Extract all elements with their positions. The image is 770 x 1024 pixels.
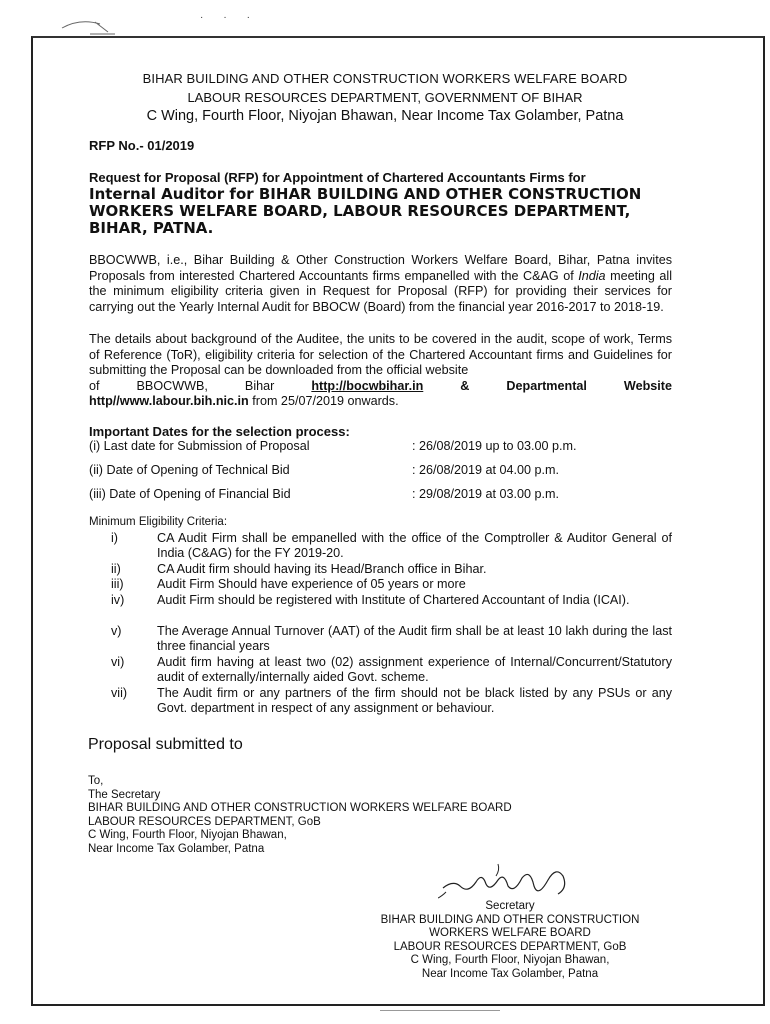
scan-artifact-icon [60,10,160,38]
website-line: of BBOCWWB, Bihar http://bocwbihar.in & Departmental Website [89,379,672,393]
labour-website-link[interactable]: http//www.labour.bih.nic.in [89,394,249,408]
details-paragraph: The details about background of the Auditee, the units to be covered in the audit, scope of work, Terms of Reference (ToR), eligibility criteria for selection of the Chartered Accountant firms and Guidelines for submitting the Proposal can be downloaded from the official website [89,332,672,377]
website-line-2: http//www.labour.bih.nic.in from 25/07/2019 onwards. [89,394,399,408]
department-heading: LABOUR RESOURCES DEPARTMENT, GOVERNMENT OF BIHAR [187,90,583,105]
address-heading: C Wing, Fourth Floor, Niyojan Bhawan, Near Income Tax Golamber, Patna [146,108,624,124]
bocw-website-link[interactable]: http://bocwbihar.in [311,379,424,393]
org-name-heading: BIHAR BUILDING AND OTHER CONSTRUCTION WORKERS WELFARE BOARD [142,71,628,86]
rfp-number: RFP No.- 01/2019 [89,138,195,153]
important-dates-heading: Important Dates for the selection process: [89,424,350,439]
signatory-block: Secretary BIHAR BUILDING AND OTHER CONSTRUCTION WORKERS WELFARE BOARD LABOUR RESOURCES DEPARTMENT, GoB C Wing, Fourth Floor, Niyojan Bhawan, Near Income Tax Golamber, Patna [380,900,640,980]
eligibility-heading: Minimum Eligibility Criteria: [89,516,228,528]
rfp-title-line1: Request for Proposal (RFP) for Appointment of Chartered Accountants Firms for [89,170,586,185]
intro-paragraph: BBOCWWB, i.e., Bihar Building & Other Construction Workers Welfare Board, Bihar, Patna invites Proposals from interested Chartered Accountants firms empanelled with the C&AG of India meeting all the minimum eligibility criteria given in Request for Proposal (RFP) for providing their services for carrying out the Yearly Internal Audit for BBOCW (Board) from the financial year 2016-2017 to 2018-19. [89,253,672,314]
proposal-heading: Proposal submitted to [88,736,243,753]
signature-icon [438,858,588,903]
rfp-title-line2: Internal Auditor for BIHAR BUILDING AND OTHER CONSTRUCTION WORKERS WELFARE BOARD, LABOUR RESOURCES DEPARTMENT, BIHAR, PATNA. [89,185,642,237]
scan-bottom-mark [380,1010,500,1019]
scan-dots: ··· [200,12,270,23]
addressee-block: To, The Secretary BIHAR BUILDING AND OTHER CONSTRUCTION WORKERS WELFARE BOARD LABOUR RESOURCES DEPARTMENT, GoB C Wing, Fourth Floor, Niyojan Bhawan, Near Income Tax Golamber, Patna [88,775,512,855]
